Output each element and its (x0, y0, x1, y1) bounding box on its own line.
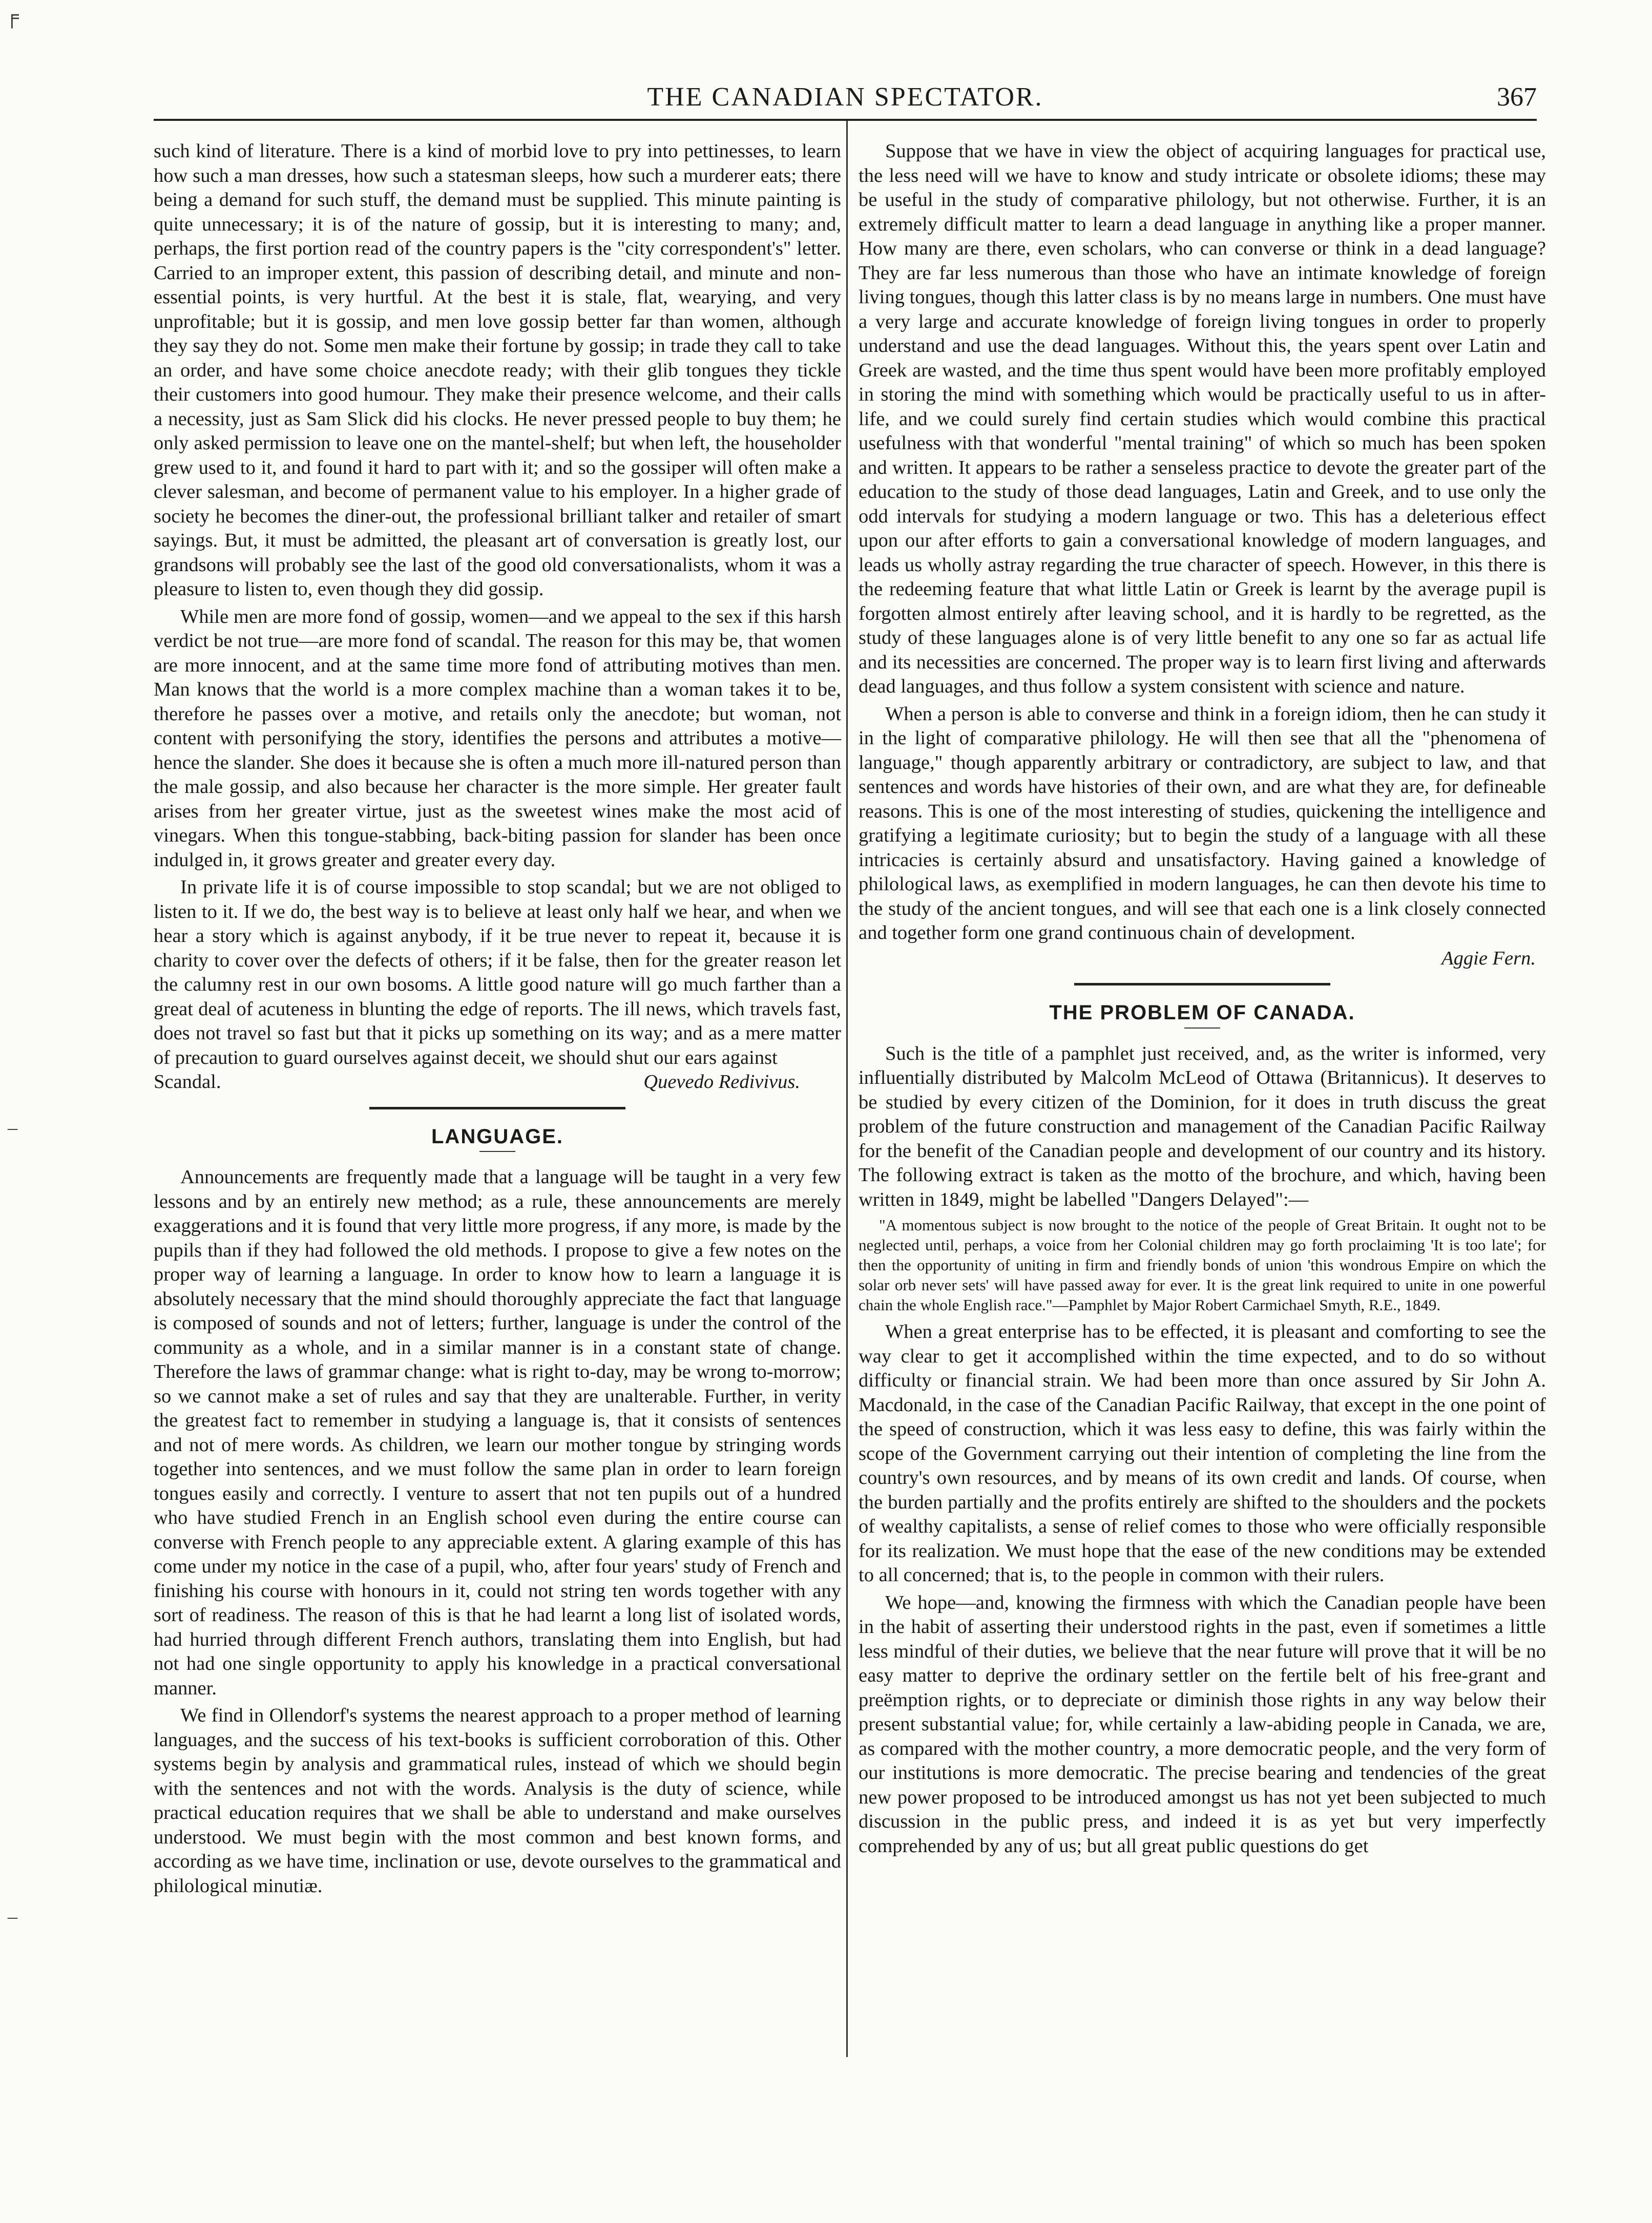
article-paragraph: We find in Ollendorf's systems the nearest approach to a proper method of learning languages, and the success of his text-books is sufficient corroboration of this. Other systems begin by analysis and grammatical rules, instead of which we should begin with the sentences and not with the words. Analysis is the duty of science, while practical education requires that we shall be able to understand and make ourselves understood. We must begin with the most common and best known forms, and according as we have time, inclination or use, devote ourselves to the grammatical and philological minutiæ. (154, 1705, 841, 1897)
article-paragraph: Suppose that we have in view the object of acquiring languages for practical use, the less need will we have to know and study intricate or obsolete idioms; these may be useful in the study of comparative philology, but not otherwise. Further, it is an extremely difficult matter to learn a dead language in anything like a proper manner. How many are there, even scholars, who can converse or think in a dead language? They are far less numerous than those who have an intimate knowledge of foreign living tongues, though this latter class is by no means large in numbers. One must have a very large and accurate knowledge of foreign living tongues in order to properly understand and use the dead languages. Without this, the years spent over Latin and Greek are wasted, and the time thus spent would have been more profitably employed in storing the mind with something which would be practically useful to us in after-life, and we could surely find certain studies which would combine this practical usefulness with that wonderful "mental training" of which so much has been spoken and written. It appears to be rather a senseless practice to devote the greater part of the education to the study of those dead languages, Latin and Greek, and to use only the odd intervals for studying a modern language or two. This has a deleterious effect upon our after efforts to gain a conversational knowledge of modern languages, and leads us wholly astray regarding the true character of speech. However, in this there is the redeeming feature that what little Latin or Greek is learnt by the average pupil is forgotten almost entirely after leaving school, and it is hardly to be regretted, as the study of these languages alone is of very little benefit to any one so far as actual life and its necessities are concerned. The proper way is to learn first living and afterwards dead languages, and thus follow a system consistent with science and nature. (859, 140, 1546, 697)
author-signature: Aggie Fern. (1441, 947, 1536, 969)
article-paragraph: When a great enterprise has to be effected, it is pleasant and comforting to see the way clear to get it accomplished within the time expected, and to do so without difficulty or financial strain. We had been more than once assured by Sir John A. Macdonald, in the case of the Canadian Pacific Railway, that except in the one point of the speed of construction, which it was less easy to define, this was fairly within the scope of the Government carrying out their intention of completing the line from the country's own resources, and by means of its own credit and lands. Of course, when the burden partially and the profits entirely are shifted to the shoulders and the pockets of wealthy capitalists, a sense of relief comes to those who were officially responsible for its realization. We must hope that the ease of the new conditions may be extended to all concerned; that is, to the people in common with their rulers. (859, 1321, 1546, 1586)
left-column (154, 139, 841, 1898)
publication-title: THE CANADIAN SPECTATOR. (647, 82, 1043, 112)
margin-mark: – (8, 1117, 17, 1139)
article-paragraph: such kind of literature. There is a kind of morbid love to pry into pettinesses, to learn how such a man dresses, how such a statesman sleeps, how such a murderer eats; there being a demand for such stuff, the demand must be supplied. This minute painting is quite unnecessary; it is of the nature of gossip, but it is interesting to many; and, perhaps, the first portion read of the country papers is the "city correspondent's" letter. Carried to an improper extent, this passion of describing detail, and minute and non-essential points, is very hurtful. At the best it is stale, flat, wearying, and very unprofitable; but it is gossip, and men love gossip better far than women, although they say they do not. Some men make their fortune by gossip; in trade they call to take an order, and have some choice anecdote ready; with their glib tongues they tickle their customers into good humour. They make their presence welcome, and their calls a necessity, just as Sam Slick did his clocks. He never pressed people to buy them; he only asked permission to leave one on the mantel-shelf; but when left, the householder grew used to it, and found it hard to part with it; and so the gossiper will often make a clever salesman, and become of permanent value to his employer. In a higher grade of society he becomes the diner-out, the professional brilliant talker and retailer of smart sayings. But, it must be admitted, the pleasant art of conversation is greatly lost, our grandsons will probably see the last of the good old conversationalists, whom it was a pleasure to listen to, even though they did gossip. (154, 140, 841, 600)
right-column (859, 139, 1546, 1858)
section-divider (1074, 983, 1330, 985)
article-paragraph: When a person is able to converse and think in a foreign idiom, then he can study it in the light of comparative philology. He will then see that all the "phenomena of language," though apparently arbitrary or contradictory, are subject to law, and that sentences and words have histories of their own, and are what they are, for defineable reasons. This is one of the most interesting of studies, quickening the intelligence and gratifying a legitimate curiosity; but to begin the study of a language with all these intricacies is certainly absurd and unsatisfactory. Having gained a knowledge of philological laws, as exemplified in modern languages, he can then devote his time to the study of the ancient tongues, and will see that each one is a link closely connected and together form one grand continuous chain of development. (859, 703, 1546, 943)
section-divider (369, 1107, 625, 1109)
header-rule (154, 119, 1537, 121)
article-paragraph: In private life it is of course impossible to stop scandal; but we are not obliged to listen to it. If we do, the best way is to believe at least only half we hear, and when we hear a story which is against anybody, if it be true never to repeat it, because it is charity to cover over the defects of others; if it be false, then for the greater reason let the calumny rest in our own bosoms. A little good nature will go much farther than a great deal of acuteness in blunting the edge of reports. The ill news, which travels fast, does not travel so fast but that it picks up something on its way; and as a mere matter of precaution to guard ourselves against deceit, we should shut our ears against (154, 876, 841, 1068)
article-paragraph: While men are more fond of gossip, women—and we appeal to the sex if this harsh verdict be not true—are more fond of scandal. The reason for this may be, that women are more innocent, and at the same time more fond of attributing motives than men. Man knows that the world is a more complex machine than a woman takes it to be, therefore he passes over a motive, and retails only the anecdote; but woman, not content with personifying the story, identifies the persons and attributes a motive—hence the slander. She does it because she is often a much more ill-natured person than the male gossip, and also because her character is the more simple. Her greater fault arises from her greater virtue, just as the sweetest wines make the most acid of vinegars. When this tongue-stabbing, back-biting passion for slander has been once indulged in, it grows greater and greater every day. (154, 605, 841, 871)
page-number: 367 (1497, 82, 1537, 112)
article-paragraph: Such is the title of a pamphlet just received, and, as the writer is informed, very influentially distributed by Malcolm McLeod of Ottawa (Britannicus). It deserves to be studied by every citizen of the Dominion, for it does in truth discuss the great problem of the future construction and management of the Canadian Pacific Railway for the benefit of the Canadian people and development of our country and its history. The following extract is taken as the motto of the brochure, and which, having been written in 1849, might be labelled "Dangers Delayed":— (859, 1042, 1546, 1210)
article-paragraph: We hope—and, knowing the firmness with which the Canadian people have been in the habit of asserting their understood rights in the past, even if sometimes a little less mindful of their duties, we believe that the near future will prove that it will be no easy matter to deprive the ordinary settler on the fertile belt of his free-grant and preëmption rights, or to depreciate or diminish those rights in any way below their present substantial value; for, while certainly a law-abiding people in Canada, we are, as compared with the mother country, a more democratic people, and the very form of our institutions is more democratic. The precise bearing and tendencies of the great new power proposed to be introduced amongst us has not yet been subjected to much discussion in the public press, and indeed it is as yet but very imperfectly comprehended by any of us; but all great public questions do get (859, 1591, 1546, 1857)
title-underline (1184, 1027, 1220, 1029)
page-header (154, 82, 1537, 118)
quote-text: "A momentous subject is now brought to the notice of the people of Great Britain. It ought not to be neglected until, perhaps, a voice from her Colonial children may go forth proclaiming 'It is too late'; for then the opportunity of uniting in firm and friendly bonds of union 'this wondrous Empire on which the solar orb never sets' will have passed away for ever. It is the great link required to unite in one powerful chain the whole English race."—Pamphlet by Major Robert Carmichael Smyth, R.E., 1849. (859, 1216, 1546, 1314)
signature-line (154, 1070, 841, 1095)
article-paragraph: Announcements are frequently made that a language will be taught in a very few lessons and by an entirely new method; as a rule, these announcements are merely exaggerations and it is found that very little more progress, if any more, is made by the pupils than if they had followed the old methods. I propose to give a few notes on the proper way of learning a language. In order to know how to learn a language it is absolutely necessary that the mind should thoroughly appreciate the fact that language is composed of sounds and not of letters; further, language is under the control of the community as a whole, and in a similar manner is in a constant state of change. Therefore the laws of grammar change: what is right to-day, may be wrong to-morrow; so we cannot make a set of rules and say that they are unalterable. Further, in verity the greatest fact to remember in studying a language is, that it consists of sentences and not of mere words. As children, we learn our mother tongue by stringing words together into sentences, and we must follow the same plan in order to learn foreign tongues easily and correctly. I venture to assert that not ten pupils out of a hundred who have studied French in an English school even during the entire course can converse with French people to any appreciable extent. A glaring example of this has come under my notice in the case of a pupil, who, after four years' study of French and finishing his course with honours in it, could not string ten words together with any sort of readiness. The reason of this is that he had learnt a long list of isolated words, had hurried through different French authors, translating them into English, but had not had one single opportunity to apply his knowledge in a practical conversational manner. (154, 1166, 841, 1699)
block-quote (859, 1215, 1546, 1315)
margin-mark: – (8, 1906, 17, 1927)
margin-mark: ╒ (5, 6, 19, 27)
title-underline (479, 1151, 515, 1152)
column-rule (846, 121, 848, 2057)
section-title-language: LANGUAGE. (431, 1125, 563, 1148)
author-signature: Quevedo Redivivus. (643, 1071, 800, 1093)
section-title-problem-of-canada: THE PROBLEM OF CANADA. (1049, 1001, 1355, 1024)
paragraph-end: Scandal. (154, 1071, 221, 1093)
